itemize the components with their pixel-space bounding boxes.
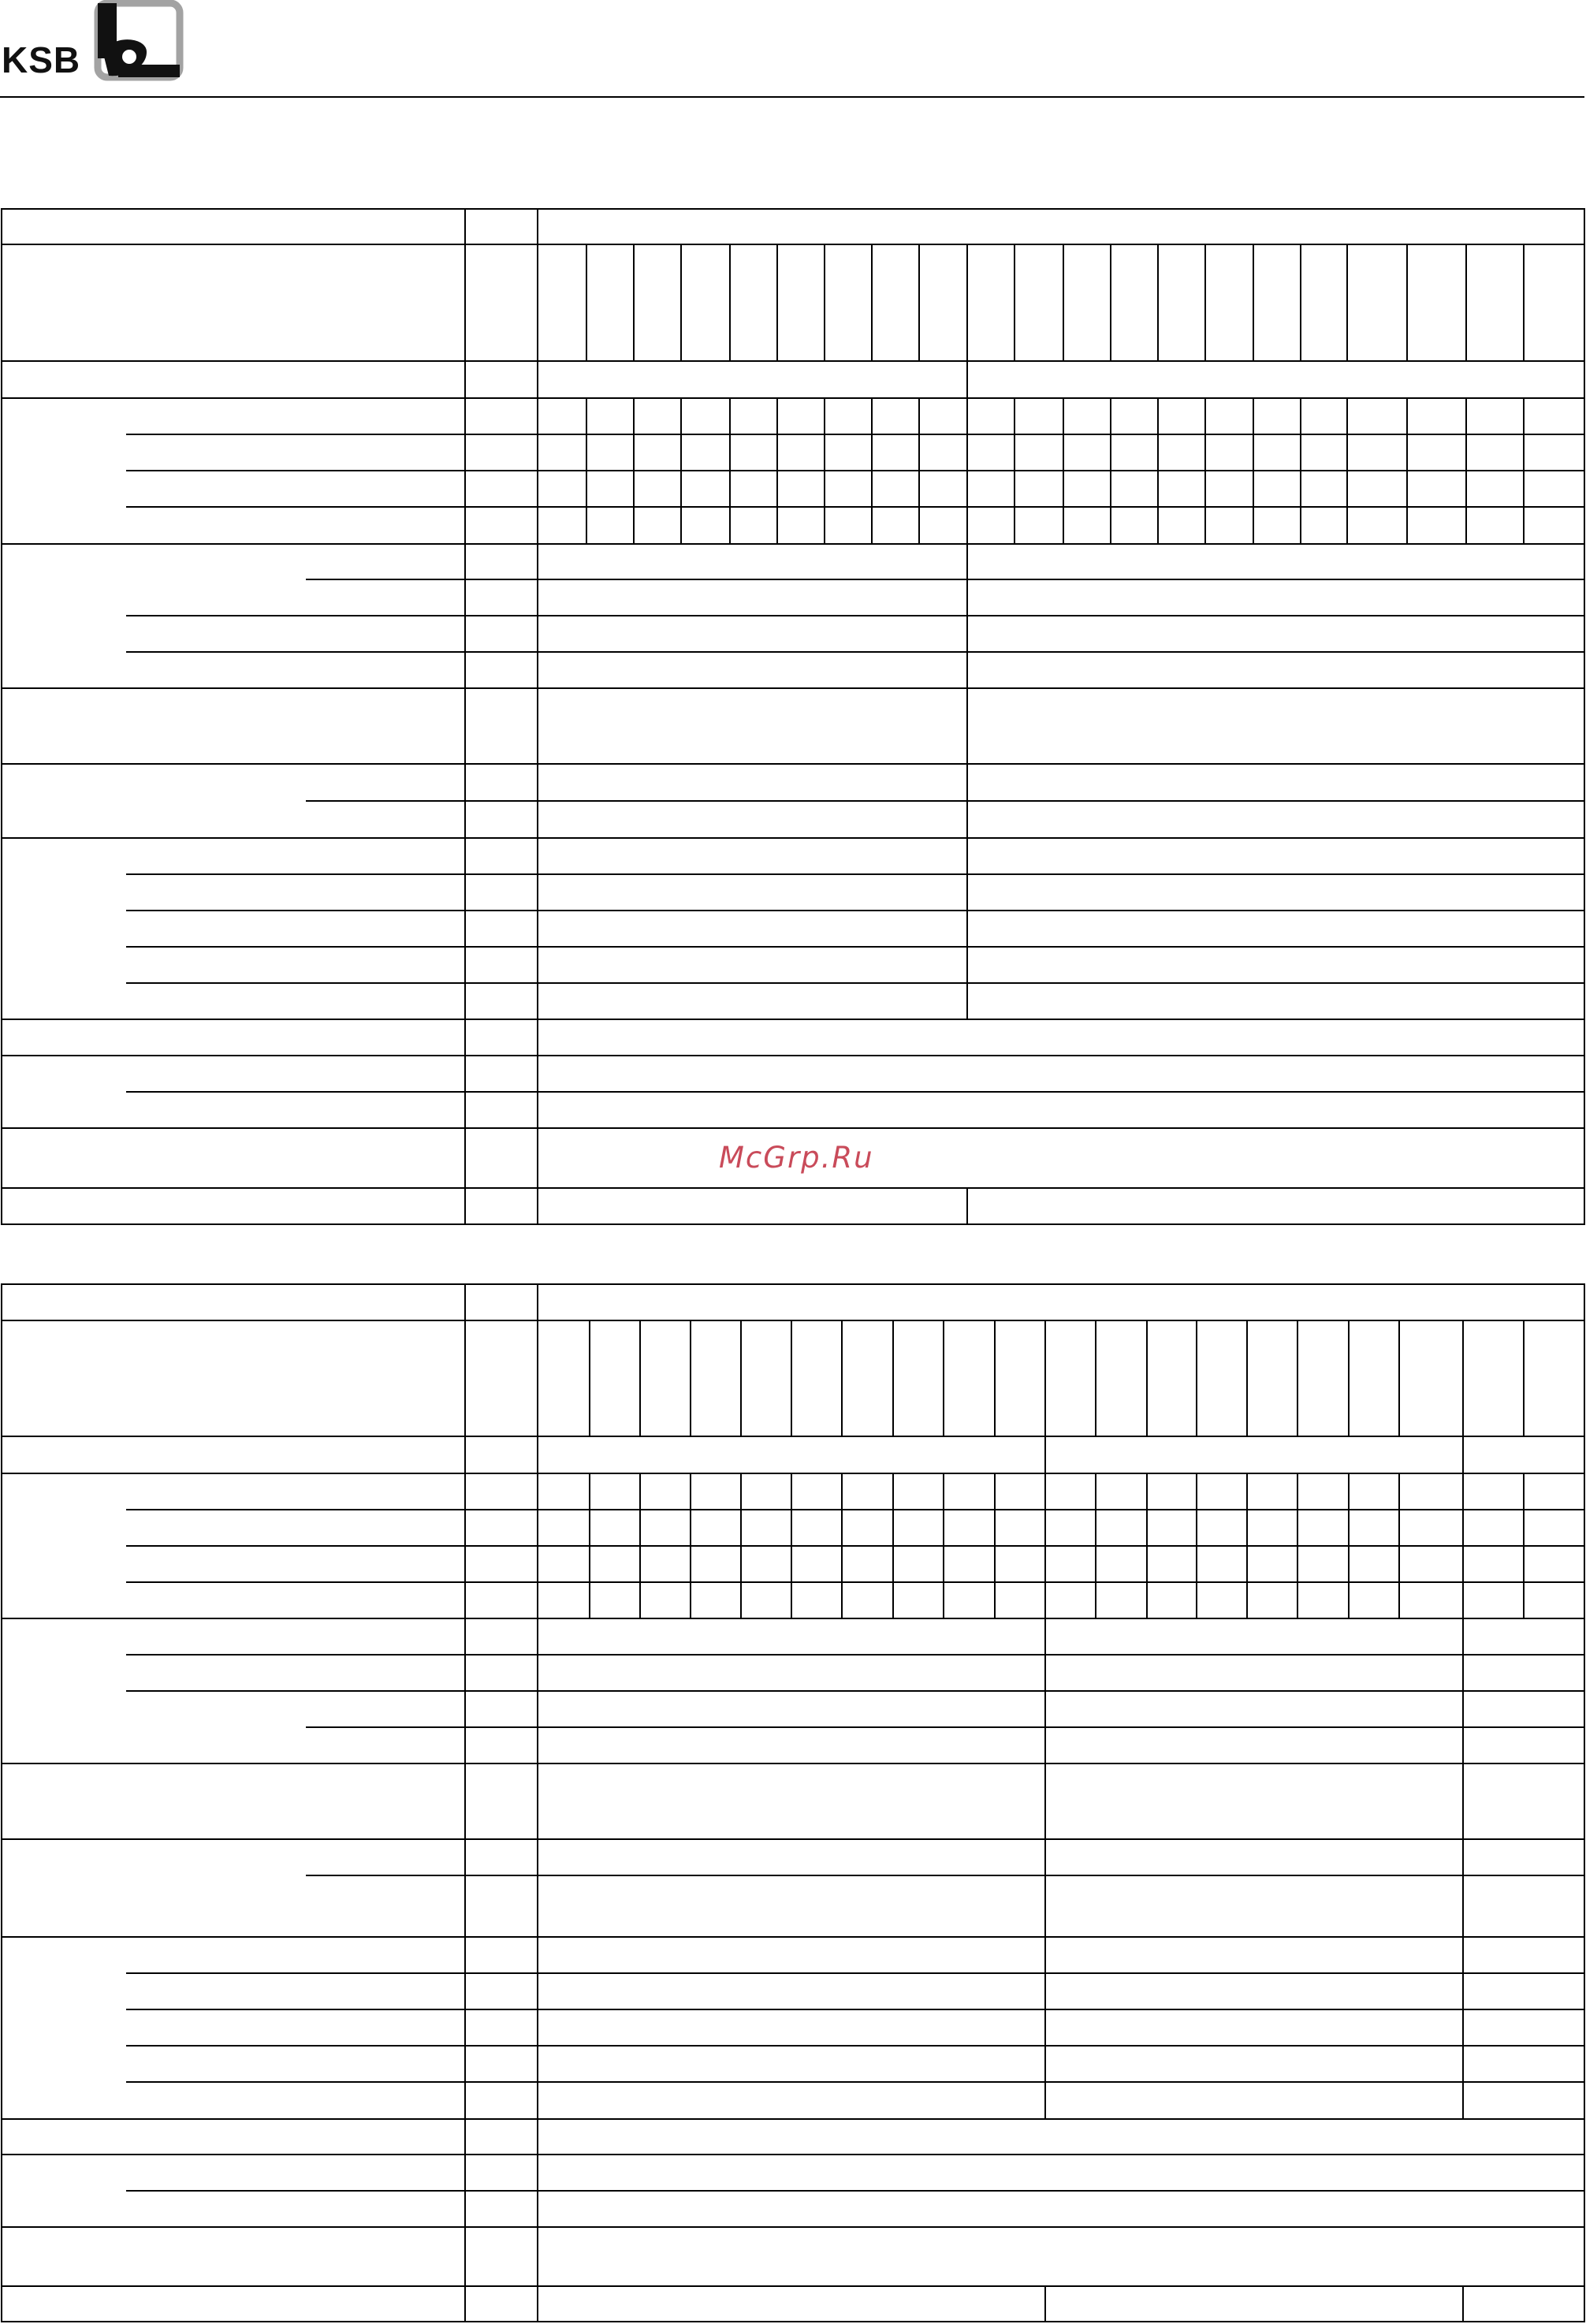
watermark-text: McGrp.Ru <box>719 1141 874 1175</box>
spec-table-1 <box>2 209 1584 1224</box>
company-logo-text: KSB <box>2 39 81 80</box>
spec-table-2 <box>2 1284 1584 2322</box>
table-border <box>2 1284 1584 2322</box>
ksb-logo-icon <box>98 3 180 77</box>
